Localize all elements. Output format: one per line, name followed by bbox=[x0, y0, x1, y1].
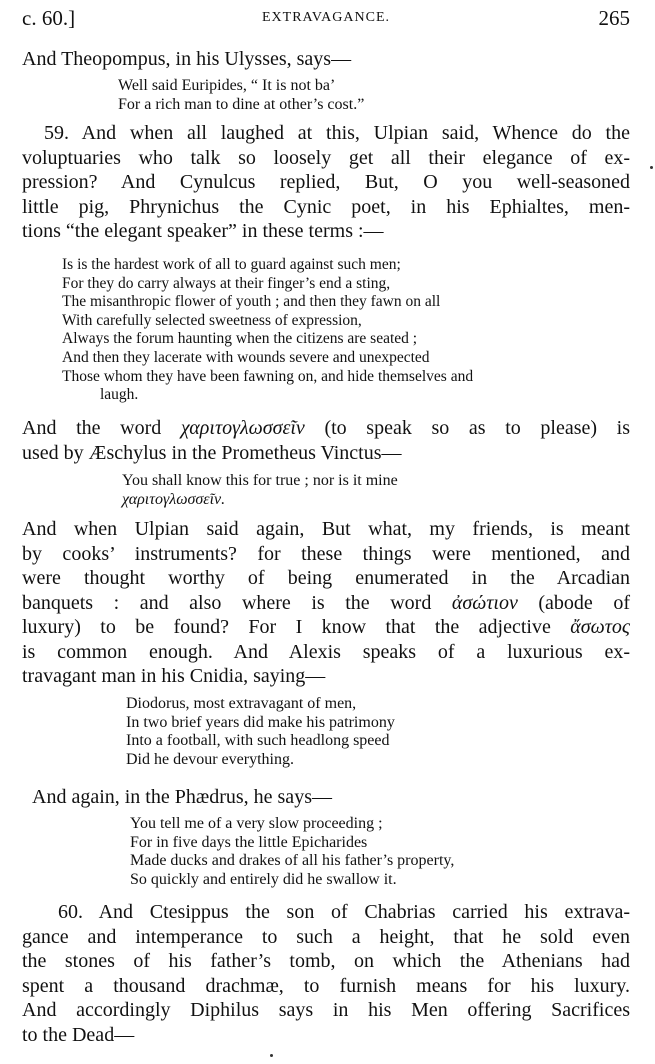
verse-line: Well said Euripides, “ It is not ba’ bbox=[118, 77, 336, 94]
text-line: And again, in the Phædrus, he says— bbox=[32, 786, 332, 808]
page-number: 265 bbox=[598, 6, 630, 30]
verse-line: Always the forum haunting when the citizens are seated ; bbox=[62, 330, 418, 348]
verse-line: So quickly and entirely did he swallow it. bbox=[130, 870, 397, 888]
print-speck bbox=[270, 1054, 273, 1057]
greek-word: ἀσώτιον bbox=[451, 591, 518, 614]
verse-line: With carefully selected sweetness of expression, bbox=[62, 311, 362, 329]
text-line: gance and intemperance to such a height, that he sold even bbox=[22, 925, 630, 948]
prose-paragraph bbox=[22, 416, 630, 465]
text-line: to the Dead— bbox=[22, 1023, 135, 1046]
text-line: pression? And Cynulcus replied, But, O you well-seasoned bbox=[22, 171, 630, 193]
text-line: And accordingly Diphilus says in his Men offering Sacrifices bbox=[22, 999, 630, 1021]
verse-line: In two brief years did make his patrimony bbox=[126, 713, 395, 731]
text-line: 59. And when all laughed at this, Ulpian said, Whence do the bbox=[44, 122, 630, 144]
prose-paragraph bbox=[22, 517, 630, 689]
text-line: used by Æschylus in the Prometheus Vinctus— bbox=[22, 441, 402, 464]
greek-word: ἄσωτος bbox=[570, 616, 630, 638]
verse-line: For they do carry always at their finger’s end a sting, bbox=[62, 274, 391, 292]
text-line: is common enough. And Alexis speaks of a luxurious ex- bbox=[22, 640, 630, 663]
verse-line: For in five days the little Epicharides bbox=[130, 833, 368, 851]
greek-word: χαριτογλωσσεῖν bbox=[180, 417, 305, 439]
verse-line: χαριτογλωσσεῖν. bbox=[122, 490, 226, 508]
verse-line: For a rich man to dine at other’s cost.” bbox=[118, 95, 365, 113]
verse-quotation bbox=[130, 815, 454, 889]
prose-paragraph bbox=[22, 785, 630, 810]
text-line: travagant man in his Cnidia, saying— bbox=[22, 665, 326, 687]
verse-line: Did he devour everything. bbox=[126, 750, 294, 768]
prose-paragraph bbox=[22, 47, 630, 72]
verse-line: Diodorus, most extravagant of men, bbox=[126, 695, 357, 712]
verse-quotation bbox=[118, 77, 364, 114]
verse-line: Into a football, with such headlong speed bbox=[126, 732, 390, 750]
running-title: EXTRAVAGANCE. bbox=[262, 10, 390, 25]
text-line: 60. And Ctesippus the son of Chabrias carried his extrava- bbox=[58, 901, 630, 923]
verse-line: laugh. bbox=[100, 386, 139, 404]
text-line: And Theopompus, in his Ulysses, says— bbox=[22, 48, 352, 70]
text-line: were thought worthy of being enumerated in the Arcadian bbox=[22, 567, 630, 589]
text-line: voluptuaries who talk so loosely get all their elegance of ex- bbox=[22, 146, 630, 169]
verse-quotation bbox=[62, 256, 473, 405]
text-line: And when Ulpian said again, But what, my friends, is meant bbox=[22, 518, 630, 540]
text-line bbox=[22, 416, 630, 441]
text-line: by cooks’ instruments? for these things were mentioned, and bbox=[22, 542, 630, 565]
text-line: the stones of his father’s tomb, on which the Athenians had bbox=[22, 950, 630, 972]
text-line: banquets : and also where is the word ἀσώτιον (abode of bbox=[22, 591, 631, 614]
verse-line: You shall know this for true ; nor is it mine bbox=[122, 472, 398, 489]
verse-line: The misanthropic flower of youth ; and then they fawn on all bbox=[62, 293, 441, 311]
verse-line: You tell me of a very slow proceeding ; bbox=[130, 815, 383, 832]
prose-paragraph bbox=[22, 121, 630, 244]
print-speck bbox=[650, 166, 653, 169]
verse-line: Is is the hardest work of all to guard against such men; bbox=[62, 256, 401, 273]
verse-line: Made ducks and drakes of all his father’s property, bbox=[130, 852, 455, 870]
text-line: spent a thousand drachmæ, to furnish means for his luxury. bbox=[22, 974, 630, 997]
text-line: little pig, Phrynichus the Cynic poet, in his Ephialtes, men- bbox=[22, 195, 630, 218]
prose-paragraph bbox=[22, 900, 630, 1047]
section-reference: c. 60.] bbox=[22, 6, 76, 30]
text-line-content: And the word χαριτογλωσσεῖν (to speak so as to please) is bbox=[22, 417, 630, 439]
text-line: luxury) to be found? For I know that the adjective ἄσωτος bbox=[22, 616, 630, 638]
verse-line: And then they lacerate with wounds severe and unexpected bbox=[62, 348, 430, 366]
text-line: tions “the elegant speaker” in these terms :— bbox=[22, 220, 384, 242]
verse-quotation bbox=[122, 472, 398, 509]
verse-line: Those whom they have been fawning on, and hide themselves and bbox=[62, 367, 474, 385]
running-header bbox=[22, 6, 630, 32]
verse-quotation bbox=[126, 695, 395, 769]
